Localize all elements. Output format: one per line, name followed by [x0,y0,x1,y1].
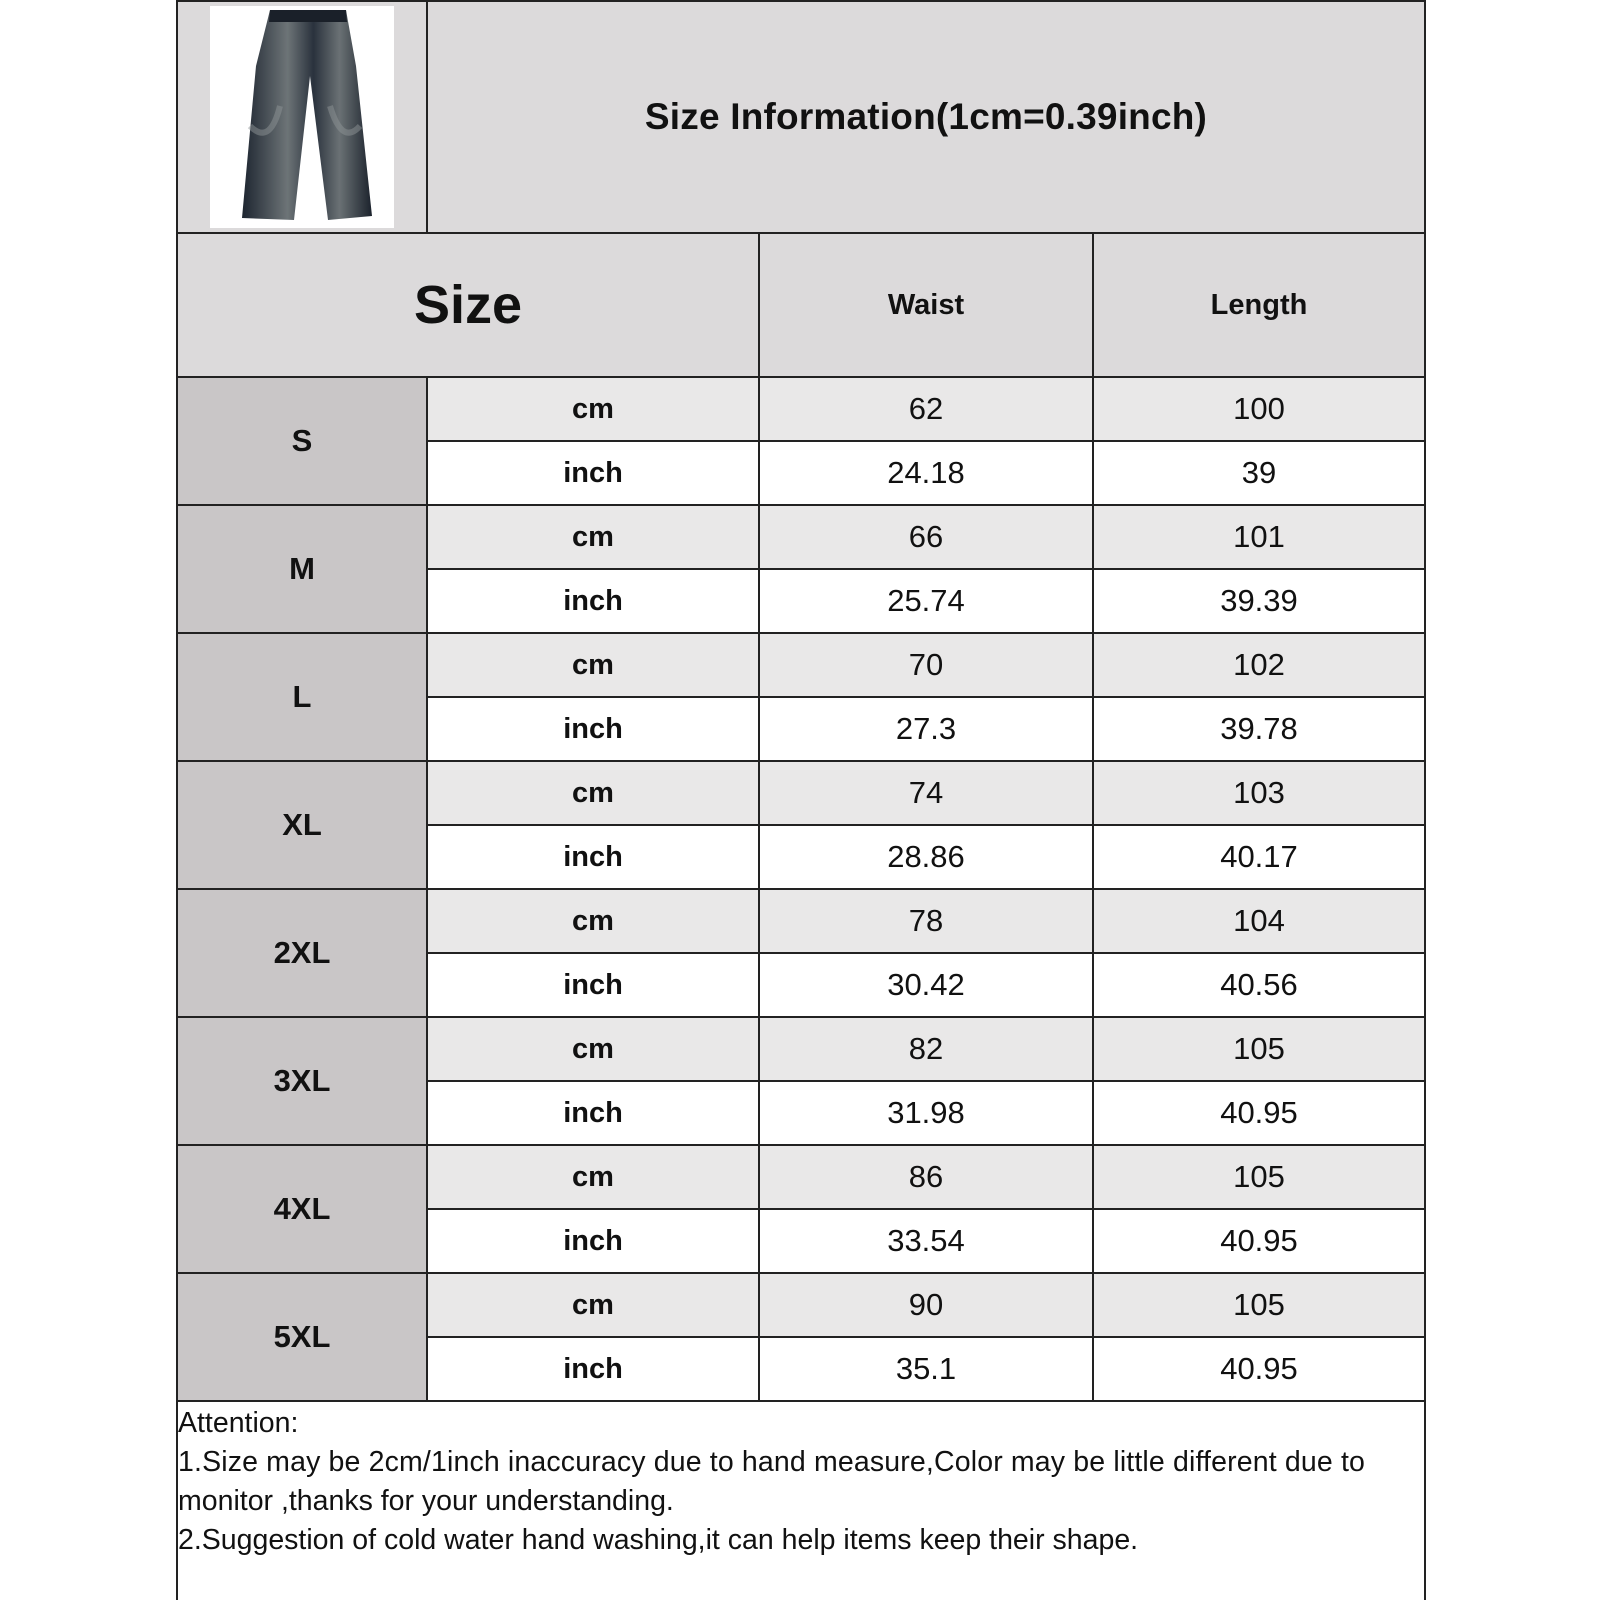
size-label-cell: L [176,632,428,762]
waist-value-inch: 25.74 [758,568,1094,634]
table-bottom-rule [176,1400,1426,1402]
length-value-inch: 40.95 [1092,1080,1426,1146]
product-photo-cell [176,0,428,234]
waist-value-inch: 27.3 [758,696,1094,762]
unit-cell-cm: cm [426,1144,760,1210]
unit-cell-inch: inch [426,1336,760,1402]
length-value-inch: 40.95 [1092,1336,1426,1402]
attention-heading: Attention: [178,1407,299,1439]
size-column-header: Size [176,232,760,378]
waist-value-inch: 30.42 [758,952,1094,1018]
unit-cell-inch: inch [426,696,760,762]
waist-value-inch: 24.18 [758,440,1094,506]
waist-value-cm: 78 [758,888,1094,954]
length-column-header: Length [1092,232,1426,378]
waist-value-inch: 33.54 [758,1208,1094,1274]
waist-value-cm: 82 [758,1016,1094,1082]
length-value-cm: 105 [1092,1272,1426,1338]
unit-cell-inch: inch [426,440,760,506]
size-info-title: Size Information(1cm=0.39inch) [426,0,1426,234]
size-label-cell: 2XL [176,888,428,1018]
waist-value-cm: 74 [758,760,1094,826]
size-label-cell: XL [176,760,428,890]
unit-cell-cm: cm [426,376,760,442]
waist-column-header: Waist [758,232,1094,378]
waist-value-inch: 35.1 [758,1336,1094,1402]
length-value-cm: 103 [1092,760,1426,826]
length-value-cm: 100 [1092,376,1426,442]
note-line-1b: monitor ,thanks for your understanding. [178,1485,674,1517]
waist-value-inch: 31.98 [758,1080,1094,1146]
length-value-cm: 104 [1092,888,1426,954]
unit-cell-inch: inch [426,824,760,890]
jeans-photo [210,6,394,228]
unit-cell-cm: cm [426,1016,760,1082]
size-label-cell: 4XL [176,1144,428,1274]
length-value-cm: 105 [1092,1144,1426,1210]
size-label-cell: 5XL [176,1272,428,1402]
length-value-inch: 40.17 [1092,824,1426,890]
unit-cell-inch: inch [426,1208,760,1274]
unit-cell-inch: inch [426,1080,760,1146]
unit-cell-cm: cm [426,632,760,698]
length-value-inch: 40.56 [1092,952,1426,1018]
unit-cell-inch: inch [426,952,760,1018]
length-value-cm: 105 [1092,1016,1426,1082]
unit-cell-cm: cm [426,504,760,570]
unit-cell-inch: inch [426,568,760,634]
waist-value-cm: 62 [758,376,1094,442]
unit-cell-cm: cm [426,1272,760,1338]
waist-value-cm: 66 [758,504,1094,570]
waist-value-cm: 86 [758,1144,1094,1210]
length-value-inch: 39.39 [1092,568,1426,634]
size-label-cell: M [176,504,428,634]
length-value-inch: 39.78 [1092,696,1426,762]
waist-value-cm: 90 [758,1272,1094,1338]
length-value-cm: 101 [1092,504,1426,570]
length-value-cm: 102 [1092,632,1426,698]
waist-value-cm: 70 [758,632,1094,698]
length-value-inch: 40.95 [1092,1208,1426,1274]
waist-value-inch: 28.86 [758,824,1094,890]
size-label-cell: 3XL [176,1016,428,1146]
attention-notes [178,1404,1423,1560]
unit-cell-cm: cm [426,760,760,826]
note-line-2: 2.Suggestion of cold water hand washing,it can help items keep their shape. [178,1524,1139,1556]
unit-cell-cm: cm [426,888,760,954]
length-value-inch: 39 [1092,440,1426,506]
size-label-cell: S [176,376,428,506]
note-line-1a: 1.Size may be 2cm/1inch inaccuracy due to hand measure,Color may be little different due to [178,1446,1366,1478]
